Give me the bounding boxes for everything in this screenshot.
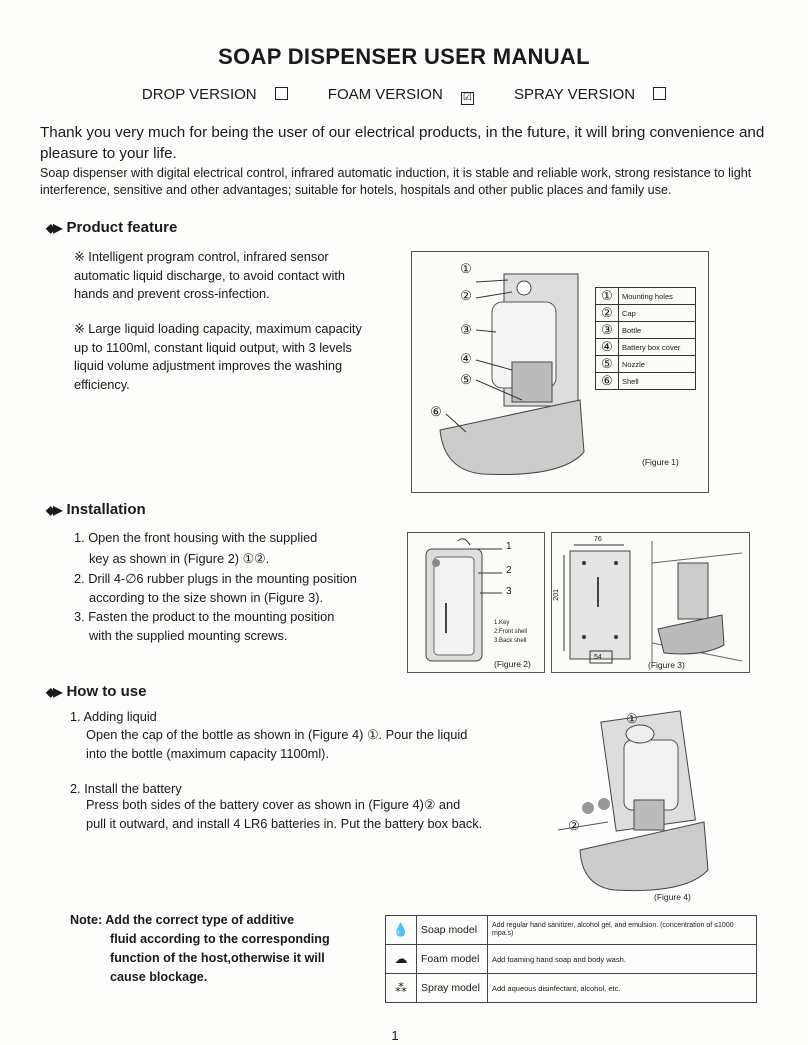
dim-height: 201 [553, 589, 560, 601]
legend-row: ① Mounting holes [596, 288, 696, 305]
callout: ② [460, 288, 472, 303]
table-row: 💧 Soap model Add regular hand sanitizer, alcohol gel, and emulsion. (concentration of ≤1000 mpa.s) [386, 916, 757, 945]
housing-drawing [408, 533, 544, 672]
howto-step-title: 1. Adding liquid [70, 709, 157, 724]
section-product-feature: ◆▶ Product feature [46, 219, 178, 236]
callout: ④ [460, 351, 472, 366]
note-line: fluid according to the corresponding [110, 932, 330, 946]
callout: ① [460, 261, 472, 276]
section-how-to-use: ◆▶ How to use [46, 683, 147, 700]
figure-2-legend: 1.Key 2.Front shell 3.Back shell [494, 620, 528, 644]
figure-2 [407, 532, 545, 673]
figure-3 [551, 532, 750, 673]
install-step: 3. Fasten the product to the mounting position [74, 609, 335, 624]
howto-step-text: Open the cap of the bottle as shown in (Figure 4) ①. Pour the liquid [86, 727, 468, 742]
spray-version: SPRAY VERSION [505, 86, 675, 103]
install-step: key as shown in (Figure 2) ①②. [89, 551, 270, 566]
howto-step-text: into the bottle (maximum capacity 1100ml). [86, 746, 330, 761]
figure-1 [411, 251, 709, 493]
legend-row: ③ Bottle [596, 322, 696, 339]
refill-drawing [548, 700, 758, 906]
callout: ⑥ [430, 404, 442, 419]
page-number: 1 [391, 1028, 399, 1043]
feature-item: ※ Intelligent program control, infrared sensor automatic liquid discharge, to avoid contact with hands and prevent cross-infection. [74, 249, 346, 301]
install-step: 1. Open the front housing with the supplied [74, 530, 318, 545]
parts-legend [595, 287, 696, 390]
version-selector [0, 86, 808, 105]
dim-bottom: 54 [594, 654, 602, 661]
table-row: ☁ Foam model Add foaming hand soap and body wash. [386, 945, 757, 974]
intro-paragraph: Thank you very much for being the user of our electrical products, in the future, it will bring convenience and pleasure to your life. [40, 124, 765, 162]
spray-checkbox [653, 87, 666, 100]
figure-4-caption: (Figure 4) [654, 892, 691, 902]
dim-width: 76 [594, 536, 602, 543]
figure-1-caption: (Figure 1) [642, 457, 679, 467]
figure-4 [548, 700, 758, 906]
figure-2-caption: (Figure 2) [494, 659, 531, 669]
howto-step-text: Press both sides of the battery cover as shown in (Figure 4)② and [86, 797, 461, 812]
howto-step-title: 2. Install the battery [70, 781, 182, 796]
section-arrow-icon: ◆▶ [46, 221, 61, 235]
callout: ⑤ [460, 372, 472, 387]
legend-row: ⑥ Shell [596, 373, 696, 390]
intro-description: Soap dispenser with digital electrical control, infrared automatic induction, it is stable and reliable work, strong resistance to light interference, sensitive and other advantages; suitable for hotels, hospitals and other public places and family use. [40, 166, 752, 197]
mounting-drawing [552, 533, 749, 672]
callout: 2 [506, 565, 512, 576]
section-arrow-icon: ◆▶ [46, 685, 61, 699]
model-table [385, 915, 757, 1003]
legend-row: ② Cap [596, 305, 696, 322]
legend-row: ④ Battery box cover [596, 339, 696, 356]
foam-checkbox: ☑ [461, 92, 474, 105]
install-step: 2. Drill 4-∅6 rubber plugs in the mounting position [74, 571, 357, 586]
foam-icon: ☁ [386, 945, 417, 974]
callout: 1 [506, 541, 512, 552]
figure-3-caption: (Figure 3) [648, 660, 685, 670]
callout: ② [568, 818, 580, 833]
drop-icon: 💧 [386, 916, 417, 945]
section-installation: ◆▶ Installation [46, 501, 146, 518]
foam-version: FOAM VERSION ☑ [319, 86, 483, 103]
install-step: according to the size shown in (Figure 3). [89, 590, 324, 605]
feature-item: ※ Large liquid loading capacity, maximum capacity up to 1100ml, constant liquid output, with 3 levels liquid volume adjustment improves the washing efficiency. [74, 321, 362, 392]
legend-row: ⑤ Nozzle [596, 356, 696, 373]
drop-version: DROP VERSION [133, 86, 297, 103]
callout: 3 [506, 586, 512, 597]
note-line: function of the host,otherwise it will [110, 951, 325, 965]
callout: ③ [460, 322, 472, 337]
callout: ① [626, 711, 638, 726]
note-line: cause blockage. [110, 970, 208, 984]
document-title: SOAP DISPENSER USER MANUAL [218, 44, 590, 69]
drop-checkbox [275, 87, 288, 100]
note-line: Note: Add the correct type of additive [70, 913, 295, 927]
spray-icon: ⁂ [386, 974, 417, 1003]
install-step: with the supplied mounting screws. [89, 628, 288, 643]
table-row: ⁂ Spray model Add aqueous disinfectant, alcohol, etc. [386, 974, 757, 1003]
section-arrow-icon: ◆▶ [46, 503, 61, 517]
howto-step-text: pull it outward, and install 4 LR6 batteries in. Put the battery box back. [86, 816, 483, 831]
